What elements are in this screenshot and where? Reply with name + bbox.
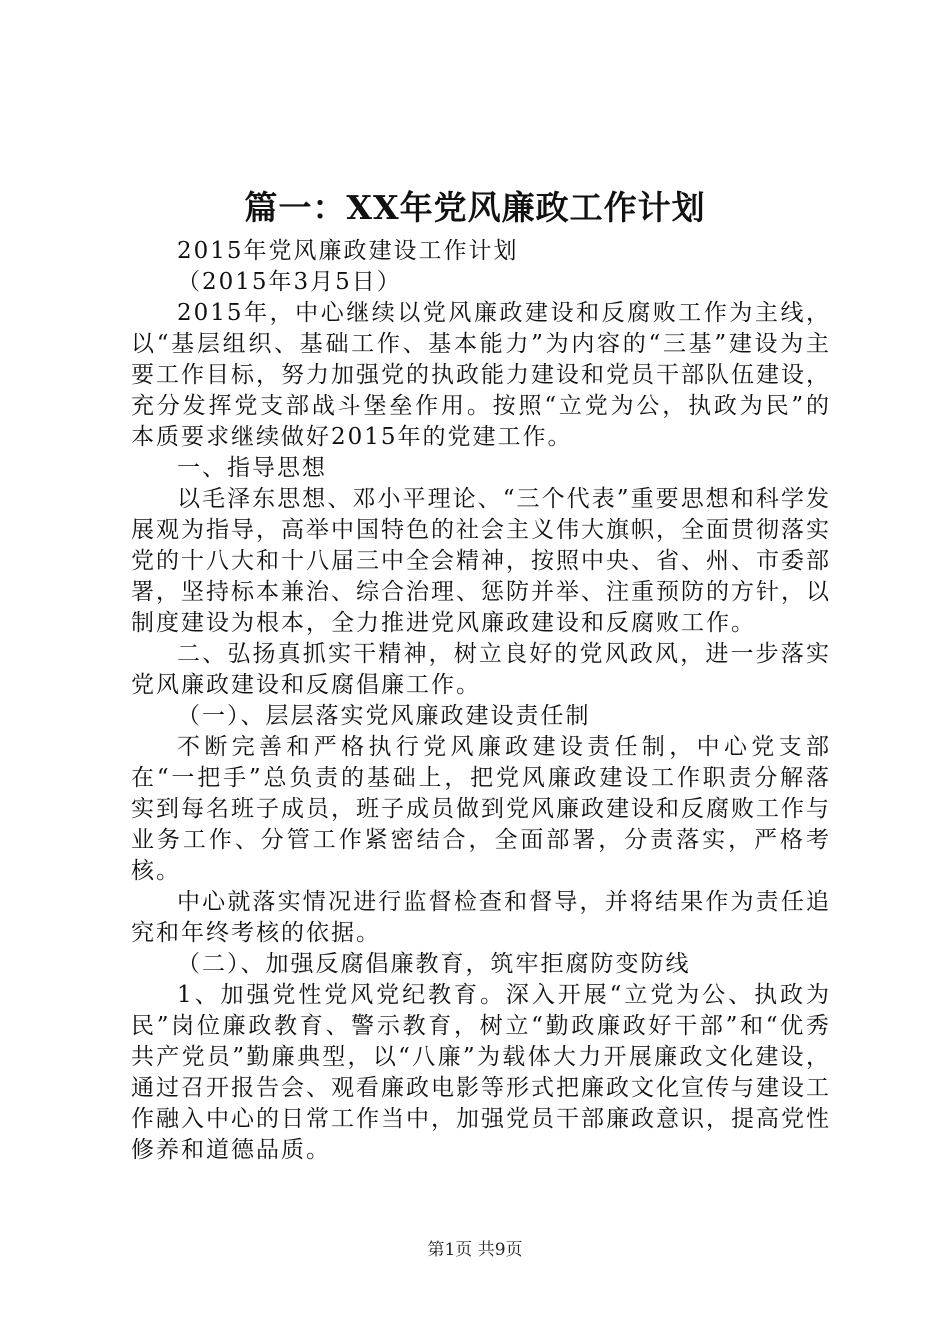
document-title: 篇一：XX年党风廉政工作计划 [244, 188, 706, 227]
paragraph: 中心就落实情况进行监督检查和督导，并将结果作为责任追究和年终考核的依据。 [131, 889, 831, 946]
paragraph: 以毛泽东思想、邓小平理论、“三个代表”重要思想和科学发展观为指导，高举中国特色的社会主义伟大旗帜，全面贯彻落实党的十八大和十八届三中全会精神，按照中央、省、州、市委部署，坚持标本兼治、综合治理、惩防并举、注重预防的方针，以制度建设为根本，全力推进党风廉政建设和反腐败工作。 [131, 486, 831, 636]
page-footer: 第1页 共9页 [427, 1240, 523, 1260]
paragraph: （2015年3月5日） [177, 269, 402, 295]
document-body [131, 236, 831, 1166]
subsection-heading: （一）、层层落实党风廉政建设责任制 [177, 703, 591, 729]
section-heading: 二、弘扬真抓实干精神，树立良好的党风政风，进一步落实党风廉政建设和反腐倡廉工作。 [131, 641, 831, 698]
paragraph: 1、加强党性党风党纪教育。深入开展“立党为公、执政为民”岗位廉政教育、警示教育，树立“勤政廉政好干部”和“优秀共产党员”勤廉典型，以“八廉”为载体大力开展廉政文化建设，通过召开报告会、观看廉政电影等形式把廉政文化宣传与建设工作融入中心的日常工作当中，加强党员干部廉政意识，提高党性修养和道德品质。 [131, 982, 831, 1163]
paragraph: 2015年党风廉政建设工作计划 [177, 238, 519, 264]
subsection-heading: （二）、加强反腐倡廉教育，筑牢拒腐防变防线 [177, 951, 691, 977]
paragraph: 不断完善和严格执行党风廉政建设责任制，中心党支部在“一把手”总负责的基础上，把党风廉政建设工作职责分解落实到每名班子成员，班子成员做到党风廉政建设和反腐败工作与业务工作、分管工作紧密结合，全面部署，分责落实，严格考核。 [131, 734, 831, 884]
section-heading: 一、指导思想 [177, 455, 327, 481]
paragraph: 2015年，中心继续以党风廉政建设和反腐败工作为主线，以“基层组织、基础工作、基本能力”为内容的“三基”建设为主要工作目标，努力加强党的执政能力建设和党员干部队伍建设，充分发挥党支部战斗堡垒作用。按照“立党为公，执政为民”的本质要求继续做好2015年的党建工作。 [131, 300, 831, 450]
